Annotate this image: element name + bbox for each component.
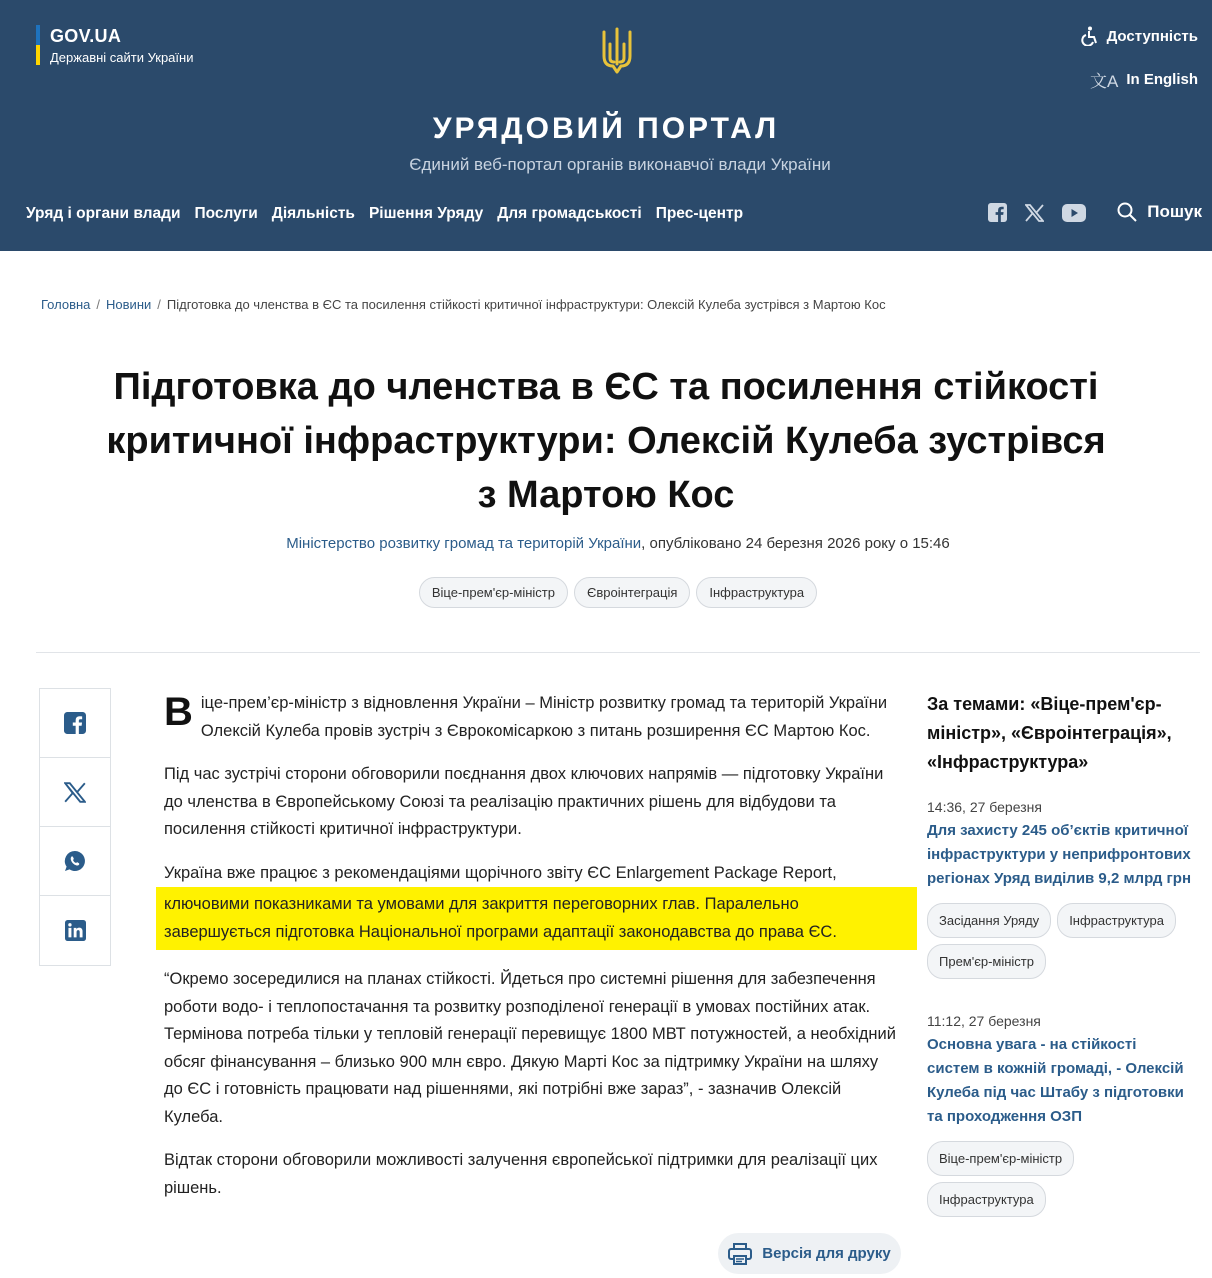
- govua-flag-bar: [36, 25, 40, 65]
- nav-item-press[interactable]: Прес-центр: [655, 205, 744, 222]
- article-paragraph: Під час зустрічі сторони обговорили поєднання двох ключових напрямів — підготовку України до членства в Європейському Союзі та реалізацію практичних рішень для відбудови та посилення стійкості критичної інфраструктури.: [164, 765, 884, 838]
- breadcrumb-separator: /: [157, 297, 161, 312]
- share-whatsapp-button[interactable]: [40, 827, 110, 896]
- news-tag[interactable]: Засідання Уряду: [927, 903, 1051, 938]
- search-icon: [1117, 202, 1137, 222]
- article-title: Підготовка до членства в ЄС та посилення стійкості критичної інфраструктури: Олексій Кулеба зустрівся з Мартою Кос: [106, 366, 1106, 516]
- divider: [36, 652, 1200, 653]
- site-header: [0, 0, 1212, 251]
- nav-item-decisions[interactable]: Рішення Уряду: [368, 205, 484, 222]
- tag-eurointegration[interactable]: Євроінтеграція: [574, 577, 690, 608]
- sidebar-heading: За темами: «Віце-прем'єр-міністр», «Євроінтеграція», «Інфраструктура»: [927, 694, 1172, 772]
- breadcrumb-current: Підготовка до членства в ЄС та посилення стійкості критичної інфраструктури: Олексій Кулеба зустрівся з Мартою Кос: [166, 297, 886, 312]
- related-sidebar: [927, 690, 1192, 1217]
- print-version-button[interactable]: [718, 1233, 901, 1274]
- portal-subtitle: Єдиний веб-портал органів виконавчої влади України: [409, 155, 831, 174]
- accessibility-button[interactable]: [1081, 26, 1198, 46]
- share-x-button[interactable]: [40, 758, 110, 827]
- breadcrumb: [41, 297, 886, 312]
- tag-infrastructure[interactable]: Інфраструктура: [696, 577, 817, 608]
- accessibility-label: Доступність: [1106, 27, 1198, 45]
- article-tags: [0, 577, 1212, 608]
- portal-title[interactable]: УРЯДОВИЙ ПОРТАЛ: [432, 112, 780, 145]
- facebook-icon[interactable]: [988, 203, 1007, 222]
- news-tags: [927, 903, 1192, 979]
- nav-item-government[interactable]: Уряд і органи влади: [26, 205, 181, 222]
- printer-icon: [728, 1243, 752, 1265]
- english-version-link[interactable]: [1090, 67, 1198, 92]
- breadcrumb-home[interactable]: Головна: [41, 297, 91, 312]
- nav-item-public[interactable]: Для громадськості: [497, 205, 642, 222]
- related-news-item: [927, 1013, 1192, 1217]
- article-meta: [0, 535, 1212, 552]
- news-tag[interactable]: Інфраструктура: [927, 1182, 1046, 1217]
- related-news-item: [927, 799, 1192, 979]
- govua-subtitle: Державні сайти України: [50, 50, 194, 65]
- news-link[interactable]: Основна увага - на стійкості систем в кожній громаді, - Олексій Кулеба під час Штабу з підготовки та проходження ОЗП: [927, 1036, 1184, 1125]
- news-tag[interactable]: Інфраструктура: [1057, 903, 1176, 938]
- facebook-icon: [64, 712, 86, 734]
- accessibility-icon: [1081, 26, 1099, 46]
- main-nav: [26, 205, 743, 223]
- nav-item-services[interactable]: Послуги: [194, 205, 258, 222]
- news-tags: [927, 1141, 1192, 1217]
- highlighted-text: ключовими показниками та умовами для закриття переговорних глав. Паралельно завершується підготовка Національної програми адаптації законодавства до права ЄС.: [156, 887, 917, 950]
- social-links: [988, 203, 1086, 222]
- trident-icon[interactable]: [599, 26, 635, 76]
- share-panel: [39, 688, 111, 966]
- translate-icon: 文A: [1089, 72, 1119, 91]
- article-paragraph: “Окремо зосередилися на планах стійкості. Йдеться про системні рішення для забезпечення роботи водо- і теплопостачання та розвитку розподіленої генерації в умовах постійних атак. Термінова потреба тільки у тепловій генерації перевищує 1800 МВТ потужностей, а необхідний обсяг фінансування – близько 900 млн євро. Дякую Марті Кос за підтримку України на шляху до ЄС і готовність працювати над рішеннями, які потрібні вже зараз”, - зазначив Олексій Кулеба.: [164, 970, 896, 1126]
- breadcrumb-separator: /: [96, 297, 101, 312]
- search-label: Пошук: [1147, 202, 1202, 221]
- print-label: Версія для друку: [762, 1245, 891, 1262]
- drop-cap: В: [164, 690, 193, 734]
- tag-vice-pm[interactable]: Віце-прем'єр-міністр: [419, 577, 568, 608]
- article-published: , опубліковано 24 березня 2026 року о 15:46: [641, 535, 950, 552]
- search-button[interactable]: [1117, 202, 1202, 222]
- news-link[interactable]: Для захисту 245 об’єктів критичної інфраструктури у неприфронтових регіонах Уряд виділив 9,2 млрд грн: [927, 822, 1192, 887]
- govua-logo[interactable]: [36, 25, 193, 67]
- govua-name: GOV.UA: [50, 26, 122, 46]
- article-body: [164, 690, 899, 1218]
- news-tag[interactable]: Віце-прем'єр-міністр: [927, 1141, 1074, 1176]
- news-date: 11:12, 27 березня: [927, 1013, 1041, 1029]
- english-label: In English: [1126, 71, 1198, 88]
- breadcrumb-news[interactable]: Новини: [106, 297, 152, 312]
- x-icon[interactable]: [1025, 204, 1044, 222]
- whatsapp-icon: [64, 850, 86, 872]
- share-facebook-button[interactable]: [40, 689, 110, 758]
- x-icon: [64, 782, 86, 803]
- article-paragraph: [164, 690, 899, 745]
- news-tag[interactable]: Прем'єр-міністр: [927, 944, 1046, 979]
- article-source-link[interactable]: Міністерство розвитку громад та територій України: [286, 535, 642, 552]
- youtube-icon[interactable]: [1062, 204, 1086, 222]
- linkedin-icon: [65, 920, 86, 941]
- nav-item-activity[interactable]: Діяльність: [271, 205, 355, 222]
- article-paragraph: [164, 860, 899, 951]
- paragraph-text: Україна вже працює з рекомендаціями щорічного звіту ЄС Enlargement Package Report,: [164, 863, 837, 882]
- paragraph-text: іце-прем’єр-міністр з відновлення України – Міністр розвитку громад та територій України Олексій Кулеба провів зустріч з Єврокомісаркою з питань розширення ЄС Мартою Кос.: [200, 694, 888, 740]
- article-paragraph: Відтак сторони обговорили можливості залучення європейської підтримки для реалізації цих рішень.: [164, 1151, 878, 1197]
- news-date: 14:36, 27 березня: [927, 799, 1042, 815]
- share-linkedin-button[interactable]: [40, 896, 110, 965]
